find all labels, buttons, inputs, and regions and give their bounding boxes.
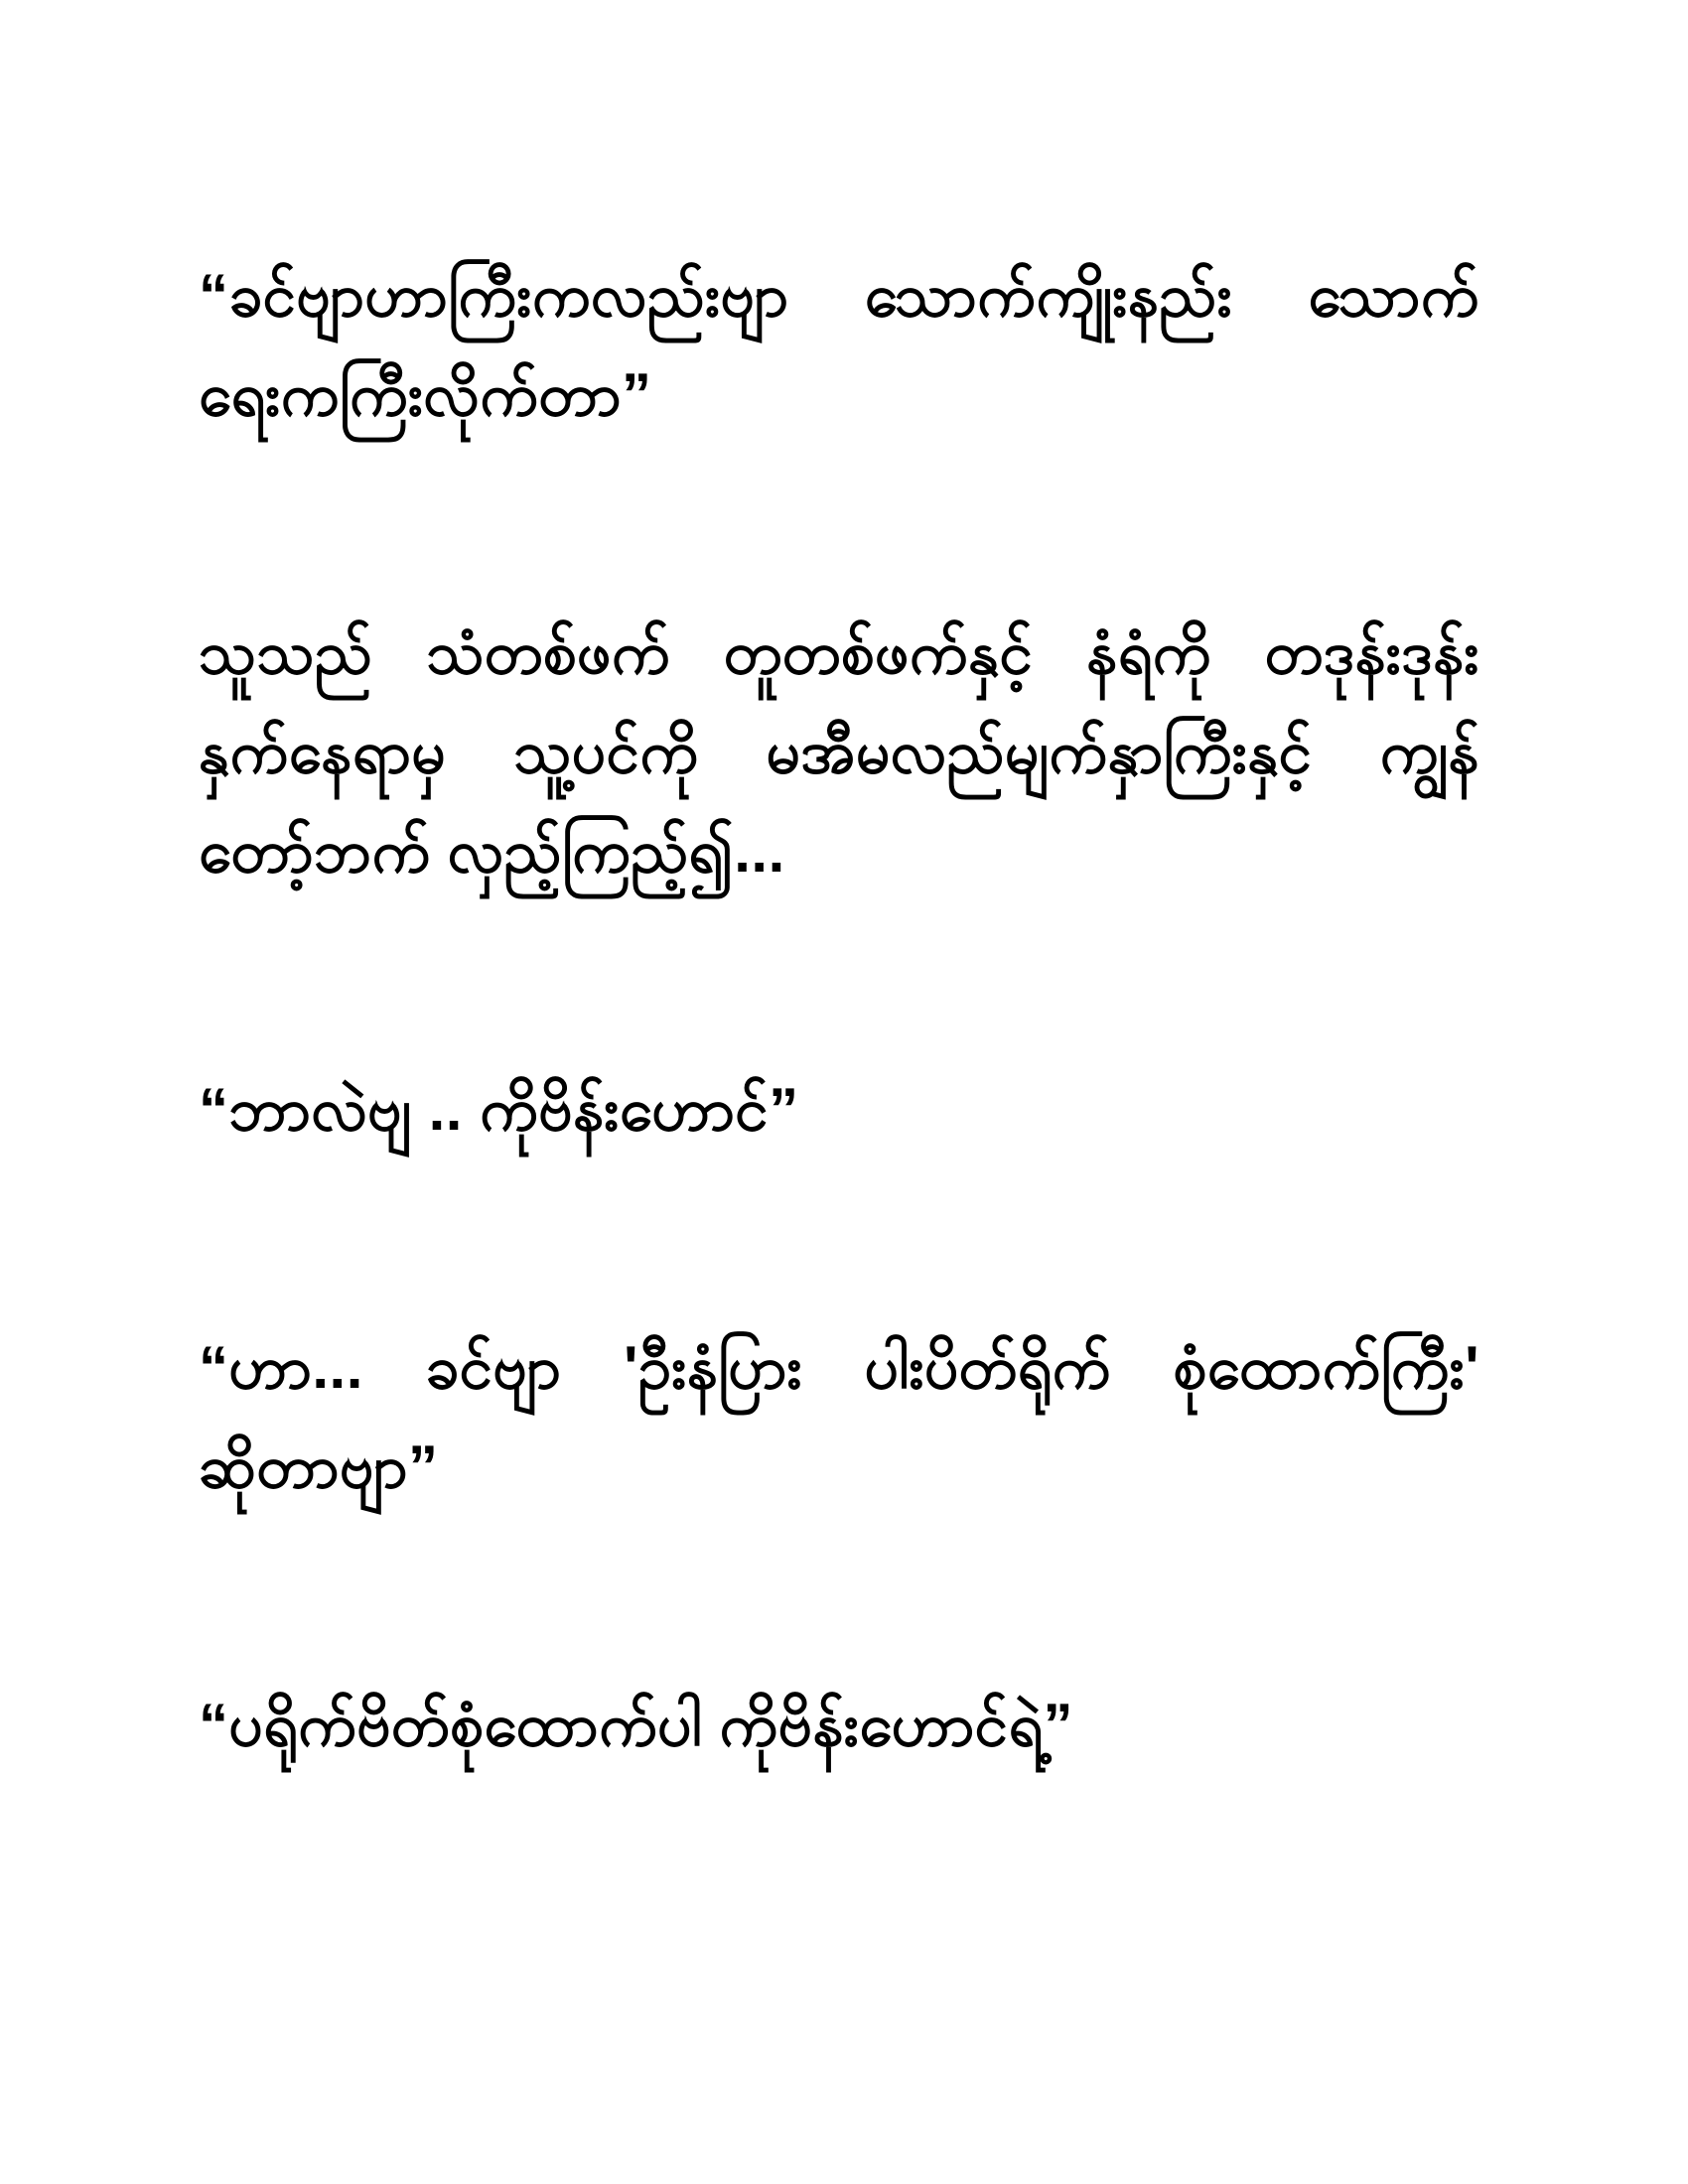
- text-line: “ဘာလဲဗျ .. ကိုဗိန်းဟောင်”: [199, 1076, 799, 1143]
- text-line: ရေးကကြီးလိုက်တာ”: [199, 361, 652, 428]
- text-line: “ပရိုက်ဗိတ်စုံထောက်ပါ ကိုဗိန်းဟောင်ရဲ့”: [199, 1692, 1074, 1758]
- text-line: နှက်နေရာမှ သူ့ပင်ကို မအီမလည်မျက်နှာကြီးနှင့် ကျွန်: [199, 719, 1479, 785]
- text-content: [199, 246, 1479, 1934]
- paragraph-dialogue-3: [199, 1318, 1479, 1517]
- text-line: “ဟာ... ခင်ဗျာ 'ဦးနံပြား ပါးပိတ်ရိုက် စုံထောက်ကြီး': [199, 1334, 1479, 1401]
- text-line: ဆိုတာဗျာ”: [199, 1433, 439, 1500]
- text-line: တော့်ဘက် လှည့်ကြည့်၍...: [199, 818, 785, 885]
- paragraph-narration: [199, 604, 1479, 901]
- paragraph-dialogue-2: [199, 1060, 1479, 1160]
- text-line: “ခင်ဗျာဟာကြီးကလည်းဗျာ သောက်ကျိုးနည်း သောက်: [199, 262, 1479, 329]
- paragraph-dialogue-4: [199, 1676, 1479, 1775]
- text-line: သူသည် သံတစ်ဖက် တူတစ်ဖက်နှင့် နံရံကို တဒုန်းဒုန်း: [199, 619, 1479, 686]
- paragraph-dialogue-1: [199, 246, 1479, 445]
